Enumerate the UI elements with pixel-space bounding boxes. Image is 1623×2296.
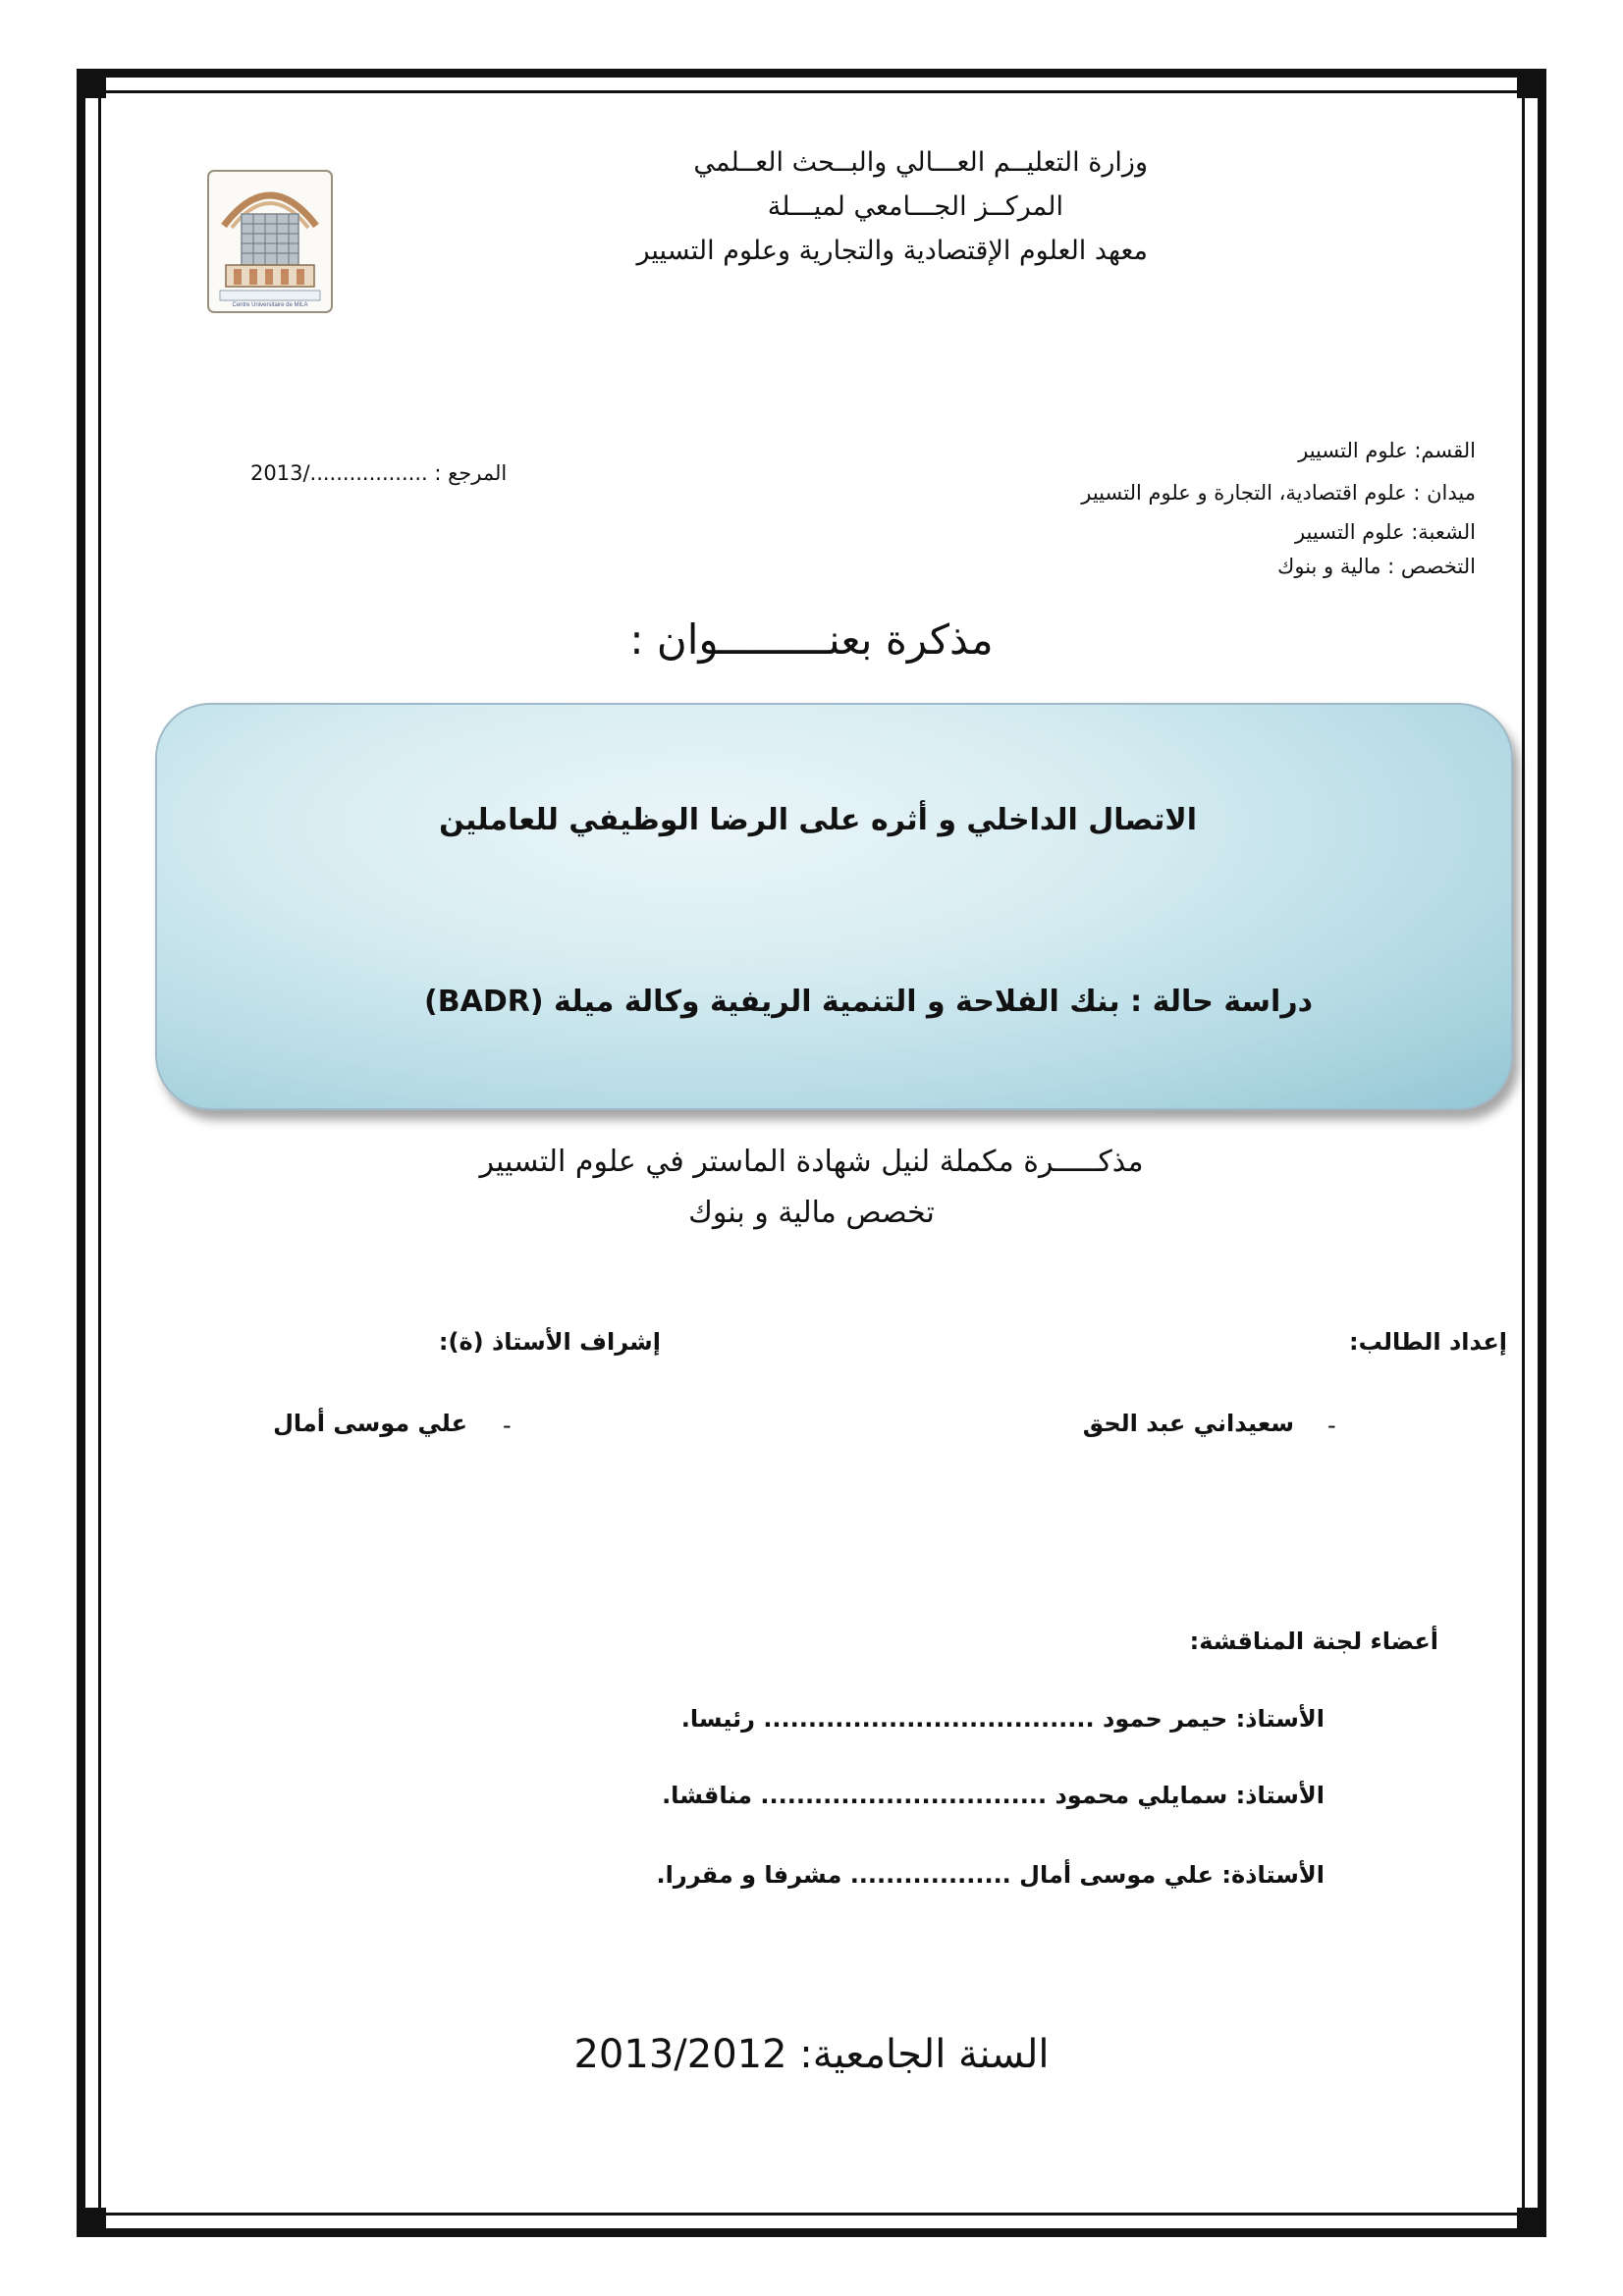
degree-specialty: تخصص مالية و بنوك (688, 1196, 935, 1230)
branch: الشعبة: علوم التسيير (1294, 520, 1476, 544)
committee-label: أعضاء لجنة المناقشة: (1189, 1628, 1438, 1655)
university-logo (206, 169, 334, 314)
logo-caption: Centre Universitaire de MILA (232, 302, 308, 308)
memo-title: مذكرة بعنـــــــــوان : (629, 615, 994, 664)
committee-member: الأستاذ: حيمر حمود ..................................... رئيسا. (680, 1705, 1325, 1733)
institute-name: معهد العلوم الإقتصادية والتجارية وعلوم التسيير (636, 236, 1148, 266)
academic-year: السنة الجامعية: 2013/2012 (573, 2032, 1050, 2077)
supervisor-name: علي موسى أمال (273, 1410, 467, 1437)
corner-ornament (1517, 69, 1546, 98)
thesis-title-box (155, 703, 1513, 1110)
case-study: دراسة حالة : بنك الفلاحة و التنمية الريفية وكالة ميلة (BADR) (424, 985, 1313, 1019)
student-dash: - (1327, 1412, 1336, 1439)
university-building-icon (206, 169, 334, 314)
degree-statement: مذكـــــرة مكملة لنيل شهادة الماستر في علوم التسيير (479, 1145, 1144, 1179)
committee-member: الأستاذ: سمايلي محمود ................................ مناقشا. (662, 1782, 1325, 1809)
student-label: إعداد الطالب: (1348, 1328, 1507, 1356)
thesis-title: الاتصال الداخلي و أثره على الرضا الوظيفي للعاملين (439, 803, 1197, 837)
corner-ornament (1517, 2208, 1546, 2237)
department: القسم: علوم التسيير (1298, 439, 1476, 462)
supervisor-dash: - (503, 1412, 512, 1439)
specialty: التخصص : مالية و بنوك (1277, 555, 1476, 578)
university-name: المركــز الجـــامعي لميـــلة (767, 191, 1063, 222)
student-name: سعيداني عبد الحق (1082, 1410, 1294, 1437)
reference-number: المرجع : ................../2013 (250, 461, 508, 485)
ministry-name: وزارة التعليــم العـــالي والبــحث العــلمي (693, 147, 1148, 178)
corner-ornament (77, 2208, 106, 2237)
field: ميدان : علوم اقتصادية، التجارة و علوم التسيير (1081, 481, 1476, 505)
corner-ornament (77, 69, 106, 98)
committee-member: الأستاذة: علي موسى أمال .................. مشرفا و مقررا. (656, 1861, 1325, 1889)
supervisor-label: إشراف الأستاذ (ة): (438, 1328, 661, 1356)
